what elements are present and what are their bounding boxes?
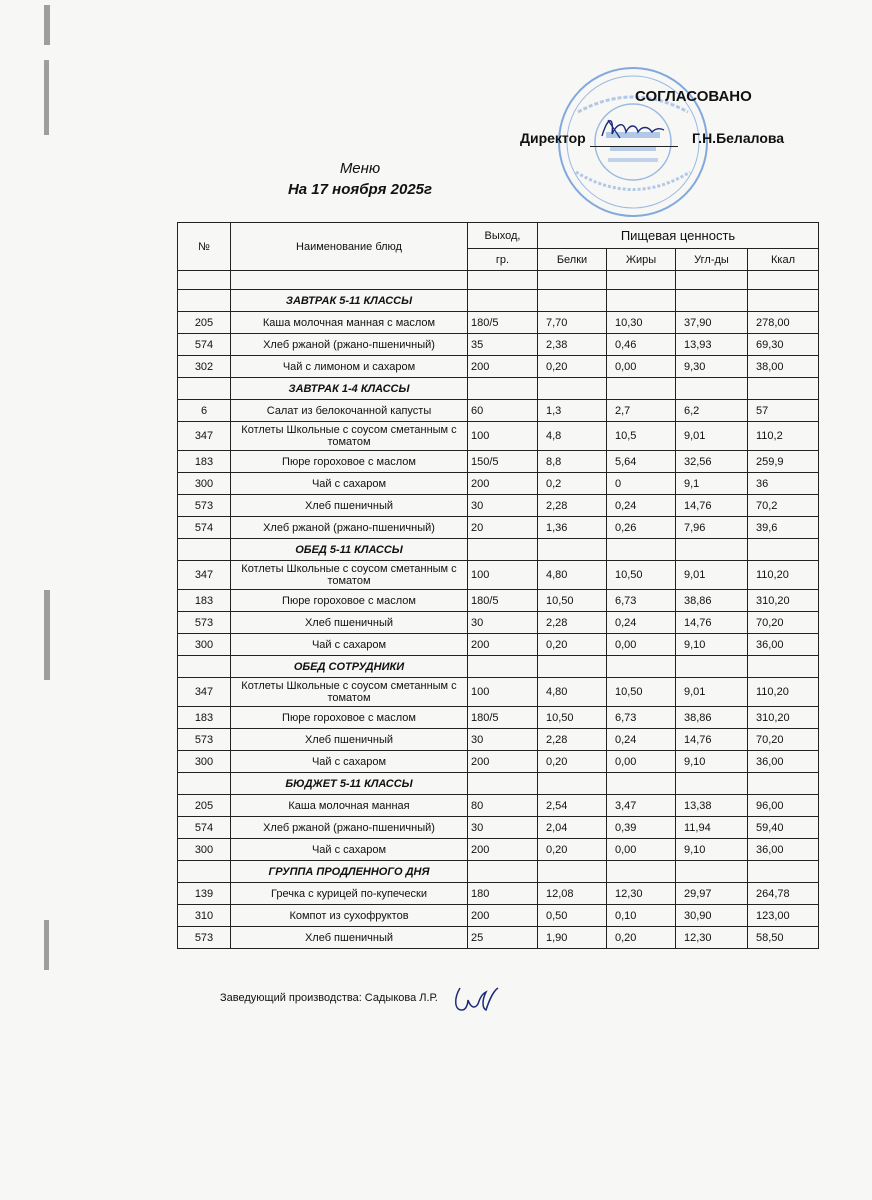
menu-title: Меню bbox=[339, 160, 381, 177]
recipe-number: 574 bbox=[178, 517, 231, 539]
kcal-value: 70,20 bbox=[748, 729, 819, 751]
recipe-number: 183 bbox=[178, 590, 231, 612]
carbs-value: 9,10 bbox=[676, 751, 748, 773]
section-title: БЮДЖЕТ 5-11 КЛАССЫ bbox=[231, 773, 468, 795]
dish-name: Каша молочная манная bbox=[231, 795, 468, 817]
recipe-number: 6 bbox=[178, 400, 231, 422]
portion-output: 200 bbox=[468, 839, 538, 861]
scan-artifact bbox=[44, 920, 49, 970]
carbs-value: 14,76 bbox=[676, 612, 748, 634]
section-title: ГРУППА ПРОДЛЕННОГО ДНЯ bbox=[231, 861, 468, 883]
section-empty-cell bbox=[676, 290, 748, 312]
recipe-number: 205 bbox=[178, 312, 231, 334]
table-row bbox=[178, 451, 819, 473]
section-empty-cell bbox=[468, 539, 538, 561]
portion-output: 25 bbox=[468, 927, 538, 949]
recipe-number: 574 bbox=[178, 334, 231, 356]
carbs-value: 37,90 bbox=[676, 312, 748, 334]
header-carbs: Угл-ды bbox=[676, 249, 748, 271]
carbs-value: 14,76 bbox=[676, 495, 748, 517]
section-empty-cell bbox=[178, 656, 231, 678]
table-row bbox=[178, 707, 819, 729]
recipe-number: 302 bbox=[178, 356, 231, 378]
protein-value: 1,3 bbox=[538, 400, 607, 422]
kcal-value: 58,50 bbox=[748, 927, 819, 949]
scan-artifact bbox=[44, 590, 50, 680]
section-empty-cell bbox=[748, 539, 819, 561]
dish-name: Пюре гороховое с маслом bbox=[231, 707, 468, 729]
section-empty-cell bbox=[178, 290, 231, 312]
table-row bbox=[178, 495, 819, 517]
recipe-number: 300 bbox=[178, 634, 231, 656]
section-empty-cell bbox=[468, 773, 538, 795]
fat-value: 2,7 bbox=[607, 400, 676, 422]
section-empty-cell bbox=[607, 656, 676, 678]
fat-value: 0,00 bbox=[607, 839, 676, 861]
section-empty-cell bbox=[607, 290, 676, 312]
fat-value: 10,50 bbox=[607, 561, 676, 590]
signature-line bbox=[590, 146, 678, 147]
section-title: ЗАВТРАК 1-4 КЛАССЫ bbox=[231, 378, 468, 400]
menu-date: На 17 ноября 2025г bbox=[287, 181, 433, 198]
manager-signature bbox=[452, 984, 502, 1016]
carbs-value: 9,01 bbox=[676, 678, 748, 707]
table-row bbox=[178, 927, 819, 949]
carbs-value: 9,30 bbox=[676, 356, 748, 378]
portion-output: 200 bbox=[468, 356, 538, 378]
table-row bbox=[178, 883, 819, 905]
kcal-value: 69,30 bbox=[748, 334, 819, 356]
section-empty-cell bbox=[607, 539, 676, 561]
kcal-value: 110,20 bbox=[748, 678, 819, 707]
recipe-number: 300 bbox=[178, 839, 231, 861]
approval-block bbox=[520, 88, 820, 158]
table-row bbox=[178, 634, 819, 656]
portion-output: 100 bbox=[468, 422, 538, 451]
header-output-unit: гр. bbox=[468, 249, 538, 271]
dish-name: Чай с сахаром bbox=[231, 473, 468, 495]
recipe-number: 347 bbox=[178, 561, 231, 590]
dish-name: Хлеб пшеничный bbox=[231, 495, 468, 517]
protein-value: 0,20 bbox=[538, 356, 607, 378]
portion-output: 20 bbox=[468, 517, 538, 539]
kcal-value: 36 bbox=[748, 473, 819, 495]
portion-output: 80 bbox=[468, 795, 538, 817]
section-empty-cell bbox=[676, 773, 748, 795]
section-title: ЗАВТРАК 5-11 КЛАССЫ bbox=[231, 290, 468, 312]
carbs-value: 9,10 bbox=[676, 634, 748, 656]
dish-name: Котлеты Школьные с соусом сметанным с томатом bbox=[231, 678, 468, 707]
section-empty-cell bbox=[676, 539, 748, 561]
fat-value: 0,24 bbox=[607, 729, 676, 751]
carbs-value: 30,90 bbox=[676, 905, 748, 927]
carbs-value: 7,96 bbox=[676, 517, 748, 539]
header-kcal: Ккал bbox=[748, 249, 819, 271]
section-empty-cell bbox=[538, 773, 607, 795]
fat-value: 10,5 bbox=[607, 422, 676, 451]
header-protein: Белки bbox=[538, 249, 607, 271]
kcal-value: 36,00 bbox=[748, 839, 819, 861]
recipe-number: 300 bbox=[178, 751, 231, 773]
kcal-value: 57 bbox=[748, 400, 819, 422]
section-row bbox=[178, 773, 819, 795]
dish-name: Котлеты Школьные с соусом сметанным с томатом bbox=[231, 422, 468, 451]
header-nutrition: Пищевая ценность bbox=[538, 223, 819, 249]
section-row bbox=[178, 539, 819, 561]
kcal-value: 264,78 bbox=[748, 883, 819, 905]
carbs-value: 38,86 bbox=[676, 590, 748, 612]
portion-output: 150/5 bbox=[468, 451, 538, 473]
protein-value: 0,2 bbox=[538, 473, 607, 495]
table-row bbox=[178, 312, 819, 334]
carbs-value: 6,2 bbox=[676, 400, 748, 422]
dish-name: Чай с сахаром bbox=[231, 751, 468, 773]
portion-output: 30 bbox=[468, 495, 538, 517]
footer-signoff: Заведующий производства: Садыкова Л.Р. bbox=[220, 992, 438, 1004]
dish-name: Хлеб пшеничный bbox=[231, 729, 468, 751]
fat-value: 0,26 bbox=[607, 517, 676, 539]
carbs-value: 9,01 bbox=[676, 422, 748, 451]
section-empty-cell bbox=[676, 378, 748, 400]
portion-output: 100 bbox=[468, 561, 538, 590]
carbs-value: 38,86 bbox=[676, 707, 748, 729]
carbs-value: 12,30 bbox=[676, 927, 748, 949]
kcal-value: 110,2 bbox=[748, 422, 819, 451]
section-empty-cell bbox=[178, 539, 231, 561]
section-empty-cell bbox=[748, 773, 819, 795]
carbs-value: 13,93 bbox=[676, 334, 748, 356]
recipe-number: 183 bbox=[178, 707, 231, 729]
fat-value: 0 bbox=[607, 473, 676, 495]
carbs-value: 14,76 bbox=[676, 729, 748, 751]
protein-value: 0,20 bbox=[538, 751, 607, 773]
table-row bbox=[178, 561, 819, 590]
carbs-value: 9,10 bbox=[676, 839, 748, 861]
dish-name: Пюре гороховое с маслом bbox=[231, 590, 468, 612]
section-empty-cell bbox=[178, 861, 231, 883]
kcal-value: 310,20 bbox=[748, 707, 819, 729]
recipe-number: 183 bbox=[178, 451, 231, 473]
fat-value: 10,50 bbox=[607, 678, 676, 707]
table-row bbox=[178, 678, 819, 707]
section-title: ОБЕД СОТРУДНИКИ bbox=[231, 656, 468, 678]
table-row bbox=[178, 729, 819, 751]
kcal-value: 36,00 bbox=[748, 634, 819, 656]
dish-name: Котлеты Школьные с соусом сметанным с томатом bbox=[231, 561, 468, 590]
kcal-value: 259,9 bbox=[748, 451, 819, 473]
section-empty-cell bbox=[607, 861, 676, 883]
portion-output: 30 bbox=[468, 612, 538, 634]
section-empty-cell bbox=[178, 378, 231, 400]
fat-value: 0,39 bbox=[607, 817, 676, 839]
section-empty-cell bbox=[538, 539, 607, 561]
dish-name: Гречка с курицей по-купечески bbox=[231, 883, 468, 905]
kcal-value: 36,00 bbox=[748, 751, 819, 773]
section-empty-cell bbox=[468, 861, 538, 883]
table-row bbox=[178, 905, 819, 927]
fat-value: 10,30 bbox=[607, 312, 676, 334]
carbs-value: 29,97 bbox=[676, 883, 748, 905]
protein-value: 0,50 bbox=[538, 905, 607, 927]
carbs-value: 9,01 bbox=[676, 561, 748, 590]
table-row bbox=[178, 422, 819, 451]
protein-value: 7,70 bbox=[538, 312, 607, 334]
section-empty-cell bbox=[676, 656, 748, 678]
portion-output: 35 bbox=[468, 334, 538, 356]
fat-value: 0,24 bbox=[607, 612, 676, 634]
table-row bbox=[178, 590, 819, 612]
recipe-number: 205 bbox=[178, 795, 231, 817]
dish-name: Компот из сухофруктов bbox=[231, 905, 468, 927]
section-row bbox=[178, 378, 819, 400]
menu-heading bbox=[230, 160, 490, 198]
section-empty-cell bbox=[178, 773, 231, 795]
header-name: Наименование блюд bbox=[231, 223, 468, 271]
section-empty-cell bbox=[748, 290, 819, 312]
section-empty-cell bbox=[538, 861, 607, 883]
table-row bbox=[178, 400, 819, 422]
kcal-value: 59,40 bbox=[748, 817, 819, 839]
header-no: № bbox=[178, 223, 231, 271]
protein-value: 0,20 bbox=[538, 839, 607, 861]
approval-name: Г.Н.Белалова bbox=[692, 130, 785, 146]
section-empty-cell bbox=[468, 378, 538, 400]
fat-value: 3,47 bbox=[607, 795, 676, 817]
header-output: Выход, bbox=[468, 223, 538, 249]
protein-value: 2,28 bbox=[538, 495, 607, 517]
portion-output: 200 bbox=[468, 634, 538, 656]
carbs-value: 32,56 bbox=[676, 451, 748, 473]
section-empty-cell bbox=[538, 290, 607, 312]
fat-value: 0,46 bbox=[607, 334, 676, 356]
section-empty-cell bbox=[468, 290, 538, 312]
kcal-value: 96,00 bbox=[748, 795, 819, 817]
recipe-number: 139 bbox=[178, 883, 231, 905]
scan-artifact bbox=[44, 5, 50, 45]
protein-value: 1,36 bbox=[538, 517, 607, 539]
kcal-value: 278,00 bbox=[748, 312, 819, 334]
fat-value: 5,64 bbox=[607, 451, 676, 473]
table-row bbox=[178, 473, 819, 495]
header-fat: Жиры bbox=[607, 249, 676, 271]
kcal-value: 110,20 bbox=[748, 561, 819, 590]
table-row bbox=[178, 334, 819, 356]
dish-name: Чай с сахаром bbox=[231, 839, 468, 861]
protein-value: 4,8 bbox=[538, 422, 607, 451]
protein-value: 4,80 bbox=[538, 678, 607, 707]
dish-name: Пюре гороховое с маслом bbox=[231, 451, 468, 473]
section-empty-cell bbox=[538, 378, 607, 400]
fat-value: 6,73 bbox=[607, 590, 676, 612]
section-row bbox=[178, 290, 819, 312]
recipe-number: 573 bbox=[178, 729, 231, 751]
fat-value: 6,73 bbox=[607, 707, 676, 729]
kcal-value: 310,20 bbox=[748, 590, 819, 612]
recipe-number: 573 bbox=[178, 495, 231, 517]
director-signature bbox=[598, 112, 668, 142]
table-row bbox=[178, 517, 819, 539]
portion-output: 200 bbox=[468, 751, 538, 773]
section-row bbox=[178, 861, 819, 883]
table-row bbox=[178, 612, 819, 634]
section-row bbox=[178, 656, 819, 678]
approval-role: Директор bbox=[520, 130, 586, 146]
table-row bbox=[178, 751, 819, 773]
section-empty-cell bbox=[748, 861, 819, 883]
dish-name: Хлеб ржаной (ржано-пшеничный) bbox=[231, 334, 468, 356]
dish-name: Хлеб пшеничный bbox=[231, 612, 468, 634]
protein-value: 8,8 bbox=[538, 451, 607, 473]
recipe-number: 573 bbox=[178, 612, 231, 634]
table-row bbox=[178, 817, 819, 839]
section-empty-cell bbox=[748, 378, 819, 400]
portion-output: 180/5 bbox=[468, 312, 538, 334]
table-row bbox=[178, 795, 819, 817]
dish-name: Хлеб ржаной (ржано-пшеничный) bbox=[231, 817, 468, 839]
kcal-value: 39,6 bbox=[748, 517, 819, 539]
approval-title: СОГЛАСОВАНО bbox=[635, 88, 752, 105]
section-empty-cell bbox=[748, 656, 819, 678]
fat-value: 12,30 bbox=[607, 883, 676, 905]
menu-body bbox=[178, 290, 819, 949]
carbs-value: 9,1 bbox=[676, 473, 748, 495]
fat-value: 0,00 bbox=[607, 751, 676, 773]
carbs-value: 11,94 bbox=[676, 817, 748, 839]
portion-output: 200 bbox=[468, 473, 538, 495]
protein-value: 2,28 bbox=[538, 729, 607, 751]
kcal-value: 70,20 bbox=[748, 612, 819, 634]
scan-artifact bbox=[44, 60, 49, 135]
recipe-number: 310 bbox=[178, 905, 231, 927]
protein-value: 2,54 bbox=[538, 795, 607, 817]
section-empty-cell bbox=[468, 656, 538, 678]
fat-value: 0,00 bbox=[607, 356, 676, 378]
section-empty-cell bbox=[607, 378, 676, 400]
dish-name: Чай с лимоном и сахаром bbox=[231, 356, 468, 378]
carbs-value: 13,38 bbox=[676, 795, 748, 817]
portion-output: 30 bbox=[468, 729, 538, 751]
dish-name: Хлеб ржаной (ржано-пшеничный) bbox=[231, 517, 468, 539]
fat-value: 0,00 bbox=[607, 634, 676, 656]
section-empty-cell bbox=[676, 861, 748, 883]
protein-value: 4,80 bbox=[538, 561, 607, 590]
table-row bbox=[178, 356, 819, 378]
portion-output: 30 bbox=[468, 817, 538, 839]
fat-value: 0,20 bbox=[607, 927, 676, 949]
protein-value: 2,28 bbox=[538, 612, 607, 634]
recipe-number: 574 bbox=[178, 817, 231, 839]
section-title: ОБЕД 5-11 КЛАССЫ bbox=[231, 539, 468, 561]
dish-name: Каша молочная манная с маслом bbox=[231, 312, 468, 334]
kcal-value: 38,00 bbox=[748, 356, 819, 378]
recipe-number: 347 bbox=[178, 422, 231, 451]
portion-output: 180 bbox=[468, 883, 538, 905]
fat-value: 0,24 bbox=[607, 495, 676, 517]
section-empty-cell bbox=[607, 773, 676, 795]
portion-output: 200 bbox=[468, 905, 538, 927]
kcal-value: 70,2 bbox=[748, 495, 819, 517]
portion-output: 180/5 bbox=[468, 590, 538, 612]
dish-name: Чай с сахаром bbox=[231, 634, 468, 656]
portion-output: 180/5 bbox=[468, 707, 538, 729]
protein-value: 10,50 bbox=[538, 707, 607, 729]
dish-name: Хлеб пшеничный bbox=[231, 927, 468, 949]
kcal-value: 123,00 bbox=[748, 905, 819, 927]
table-row bbox=[178, 839, 819, 861]
menu-table bbox=[177, 222, 819, 949]
protein-value: 1,90 bbox=[538, 927, 607, 949]
portion-output: 60 bbox=[468, 400, 538, 422]
recipe-number: 573 bbox=[178, 927, 231, 949]
portion-output: 100 bbox=[468, 678, 538, 707]
section-empty-cell bbox=[538, 656, 607, 678]
recipe-number: 347 bbox=[178, 678, 231, 707]
protein-value: 12,08 bbox=[538, 883, 607, 905]
blank-row bbox=[178, 271, 819, 290]
dish-name: Салат из белокочанной капусты bbox=[231, 400, 468, 422]
recipe-number: 300 bbox=[178, 473, 231, 495]
protein-value: 10,50 bbox=[538, 590, 607, 612]
protein-value: 2,38 bbox=[538, 334, 607, 356]
protein-value: 0,20 bbox=[538, 634, 607, 656]
fat-value: 0,10 bbox=[607, 905, 676, 927]
protein-value: 2,04 bbox=[538, 817, 607, 839]
